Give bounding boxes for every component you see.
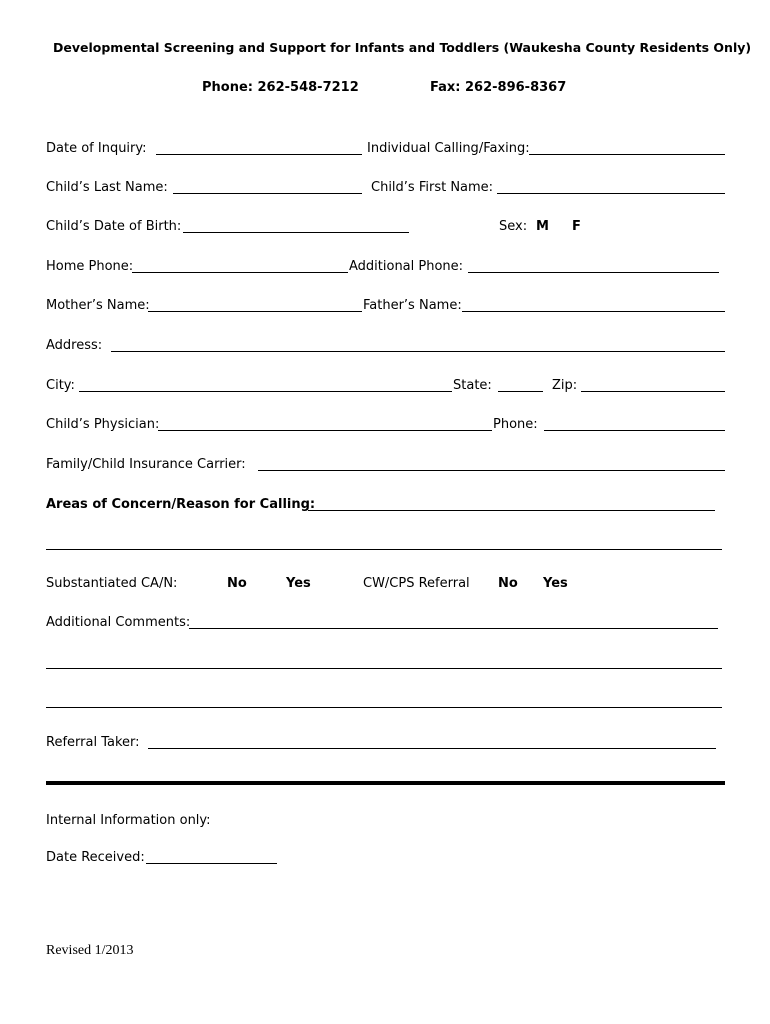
date-of-inquiry-field[interactable] — [156, 154, 362, 155]
individual-calling-label: Individual Calling/Faxing: — [367, 141, 530, 156]
address-label: Address: — [46, 338, 103, 353]
date-received-field[interactable] — [146, 863, 277, 864]
child-first-name-field[interactable] — [497, 193, 725, 194]
individual-calling-field[interactable] — [529, 154, 725, 155]
city-label: City: — [46, 378, 75, 393]
child-dob-field[interactable] — [183, 232, 409, 233]
physician-field[interactable] — [158, 430, 492, 431]
additional-comments-line-2[interactable] — [46, 668, 722, 669]
sex-option-f[interactable]: F — [572, 219, 581, 234]
referral-taker-field[interactable] — [148, 748, 716, 749]
home-phone-field[interactable] — [132, 272, 348, 273]
date-of-inquiry-label: Date of Inquiry: — [46, 141, 147, 156]
substantiated-label: Substantiated CA/N: — [46, 576, 178, 591]
father-name-label: Father’s Name: — [363, 298, 462, 313]
city-field[interactable] — [79, 391, 452, 392]
cps-referral-label: CW/CPS Referral — [363, 576, 470, 591]
zip-field[interactable] — [581, 391, 725, 392]
additional-comments-line-3[interactable] — [46, 707, 722, 708]
child-last-name-field[interactable] — [173, 193, 362, 194]
zip-label: Zip: — [552, 378, 578, 393]
form-title: Developmental Screening and Support for Infants and Toddlers (Waukesha County Residents Only) — [53, 40, 752, 55]
physician-label: Child’s Physician: — [46, 417, 160, 432]
internal-info-heading: Internal Information only: — [46, 813, 211, 828]
section-divider — [46, 781, 725, 785]
father-name-field[interactable] — [462, 311, 725, 312]
child-first-name-label: Child’s First Name: — [371, 180, 494, 195]
referral-taker-label: Referral Taker: — [46, 735, 140, 750]
substantiated-yes-option[interactable]: Yes — [286, 576, 311, 591]
insurance-label: Family/Child Insurance Carrier: — [46, 457, 246, 472]
fax-number: Fax: 262-896-8367 — [430, 80, 567, 95]
concern-label: Areas of Concern/Reason for Calling: — [46, 497, 316, 512]
additional-phone-label: Additional Phone: — [349, 259, 464, 274]
additional-comments-field[interactable] — [189, 628, 718, 629]
concern-field-line-2[interactable] — [46, 549, 722, 550]
additional-comments-label: Additional Comments: — [46, 615, 191, 630]
child-dob-label: Child’s Date of Birth: — [46, 219, 182, 234]
concern-field[interactable] — [308, 510, 715, 511]
mother-name-label: Mother’s Name: — [46, 298, 150, 313]
physician-phone-label: Phone: — [493, 417, 538, 432]
cps-no-option[interactable]: No — [498, 576, 518, 591]
address-field[interactable] — [111, 351, 725, 352]
sex-option-m[interactable]: M — [536, 219, 549, 234]
date-received-label: Date Received: — [46, 850, 145, 865]
phone-number: Phone: 262-548-7212 — [202, 80, 359, 95]
physician-phone-field[interactable] — [544, 430, 725, 431]
insurance-field[interactable] — [258, 470, 725, 471]
additional-phone-field[interactable] — [468, 272, 719, 273]
home-phone-label: Home Phone: — [46, 259, 134, 274]
cps-yes-option[interactable]: Yes — [543, 576, 568, 591]
sex-label: Sex: — [499, 219, 528, 234]
mother-name-field[interactable] — [148, 311, 362, 312]
child-last-name-label: Child’s Last Name: — [46, 180, 168, 195]
substantiated-no-option[interactable]: No — [227, 576, 247, 591]
state-field[interactable] — [498, 391, 543, 392]
revised-date: Revised 1/2013 — [46, 943, 134, 958]
state-label: State: — [453, 378, 492, 393]
